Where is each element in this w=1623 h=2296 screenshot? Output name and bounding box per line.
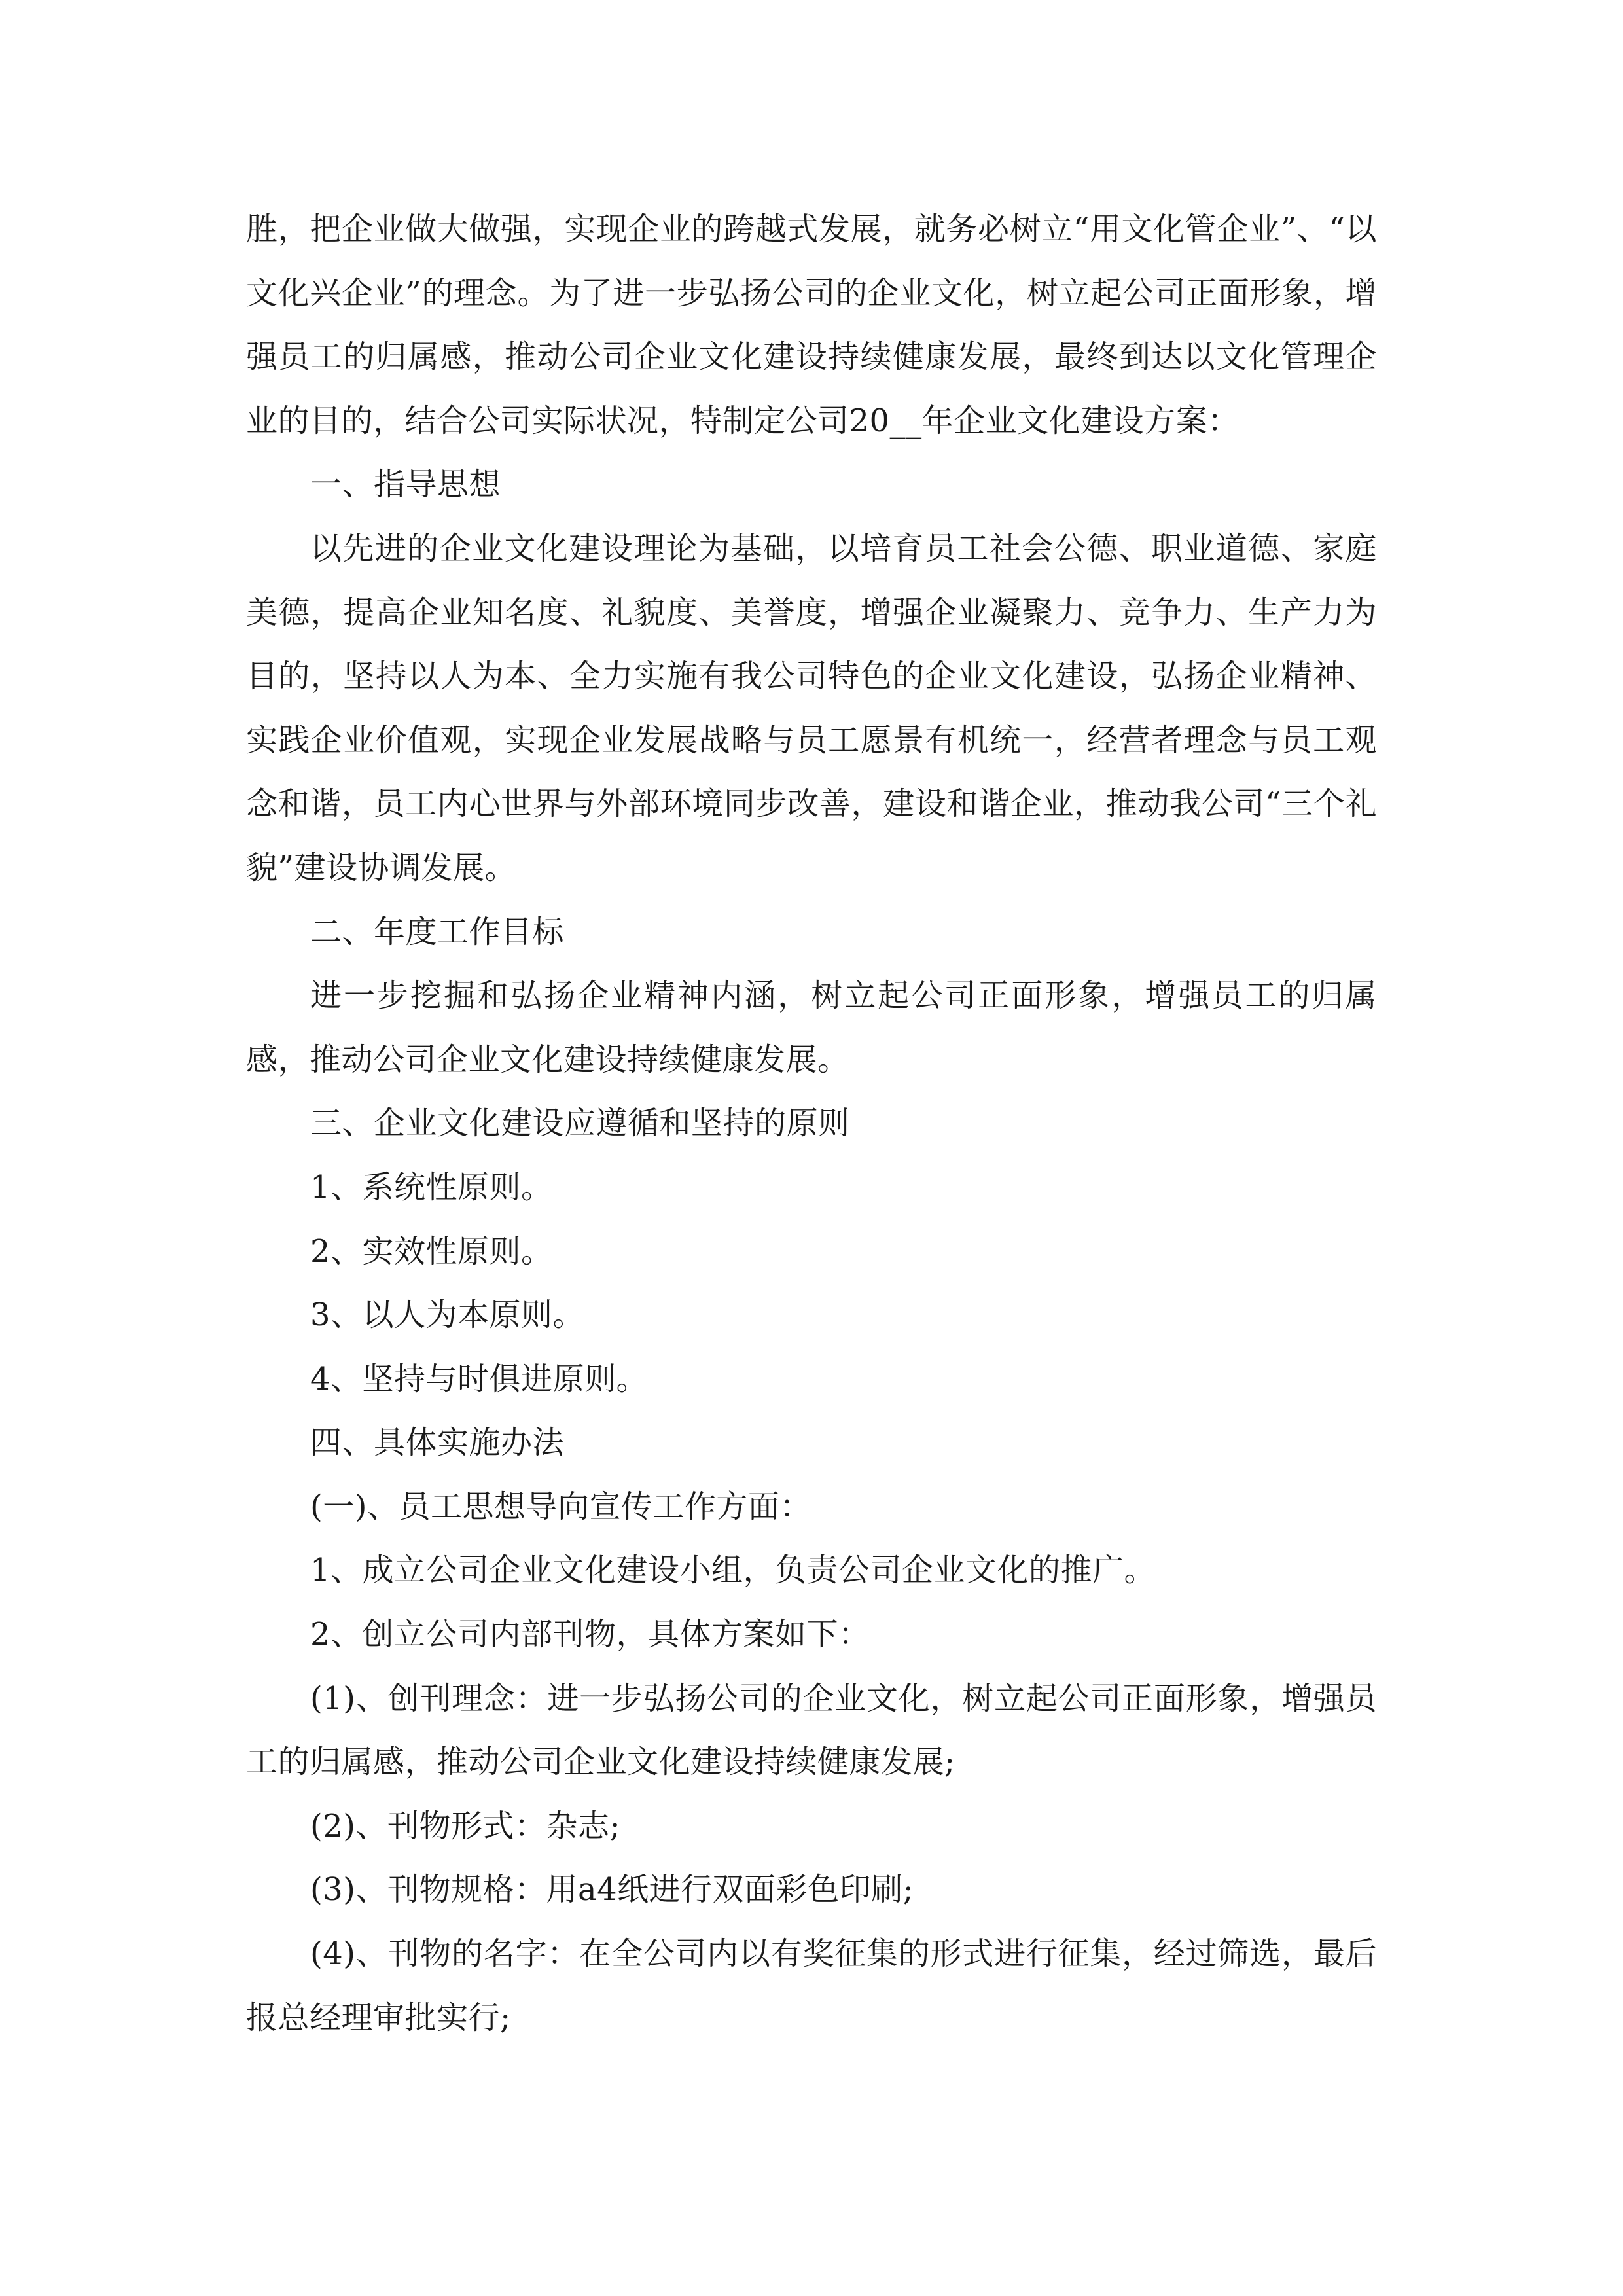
paragraph-annual-goals: 进一步挖掘和弘扬企业精神内涵，树立起公司正面形象，增强员工的归属感，推动公司企业文化建设持续健康发展。 xyxy=(246,977,1377,1078)
list-item-publication-concept: (1)、创刊理念：进一步弘扬公司的企业文化，树立起公司正面形象，增强员工的归属感，推动公司企业文化建设持续健康发展; xyxy=(246,1679,1377,1781)
list-item-publication-form: (2)、刊物形式：杂志; xyxy=(310,1807,621,1844)
heading-implementation: 四、具体实施办法 xyxy=(310,1424,565,1462)
document-body xyxy=(246,198,1377,2050)
heading-annual-goals: 二、年度工作目标 xyxy=(310,913,565,950)
list-item-measure-1: 1、成立公司企业文化建设小组，负责公司企业文化的推广。 xyxy=(310,1552,1156,1589)
list-item-publication-spec: (3)、刊物规格：用a4纸进行双面彩色印刷; xyxy=(310,1871,914,1909)
subheading-publicity-work: (一)、员工思想导向宣传工作方面： xyxy=(310,1488,812,1525)
list-item-principle-4: 4、坚持与时俱进原则。 xyxy=(310,1360,649,1397)
list-item-principle-3: 3、以人为本原则。 xyxy=(310,1297,585,1334)
list-item-principle-1: 1、系统性原则。 xyxy=(310,1168,553,1206)
heading-guiding-ideology: 一、指导思想 xyxy=(310,466,501,503)
list-item-measure-2: 2、创立公司内部刊物，具体方案如下： xyxy=(310,1616,870,1653)
paragraph-guiding-ideology: 以先进的企业文化建设理论为基础，以培育员工社会公德、职业道德、家庭美德，提高企业知名度、礼貌度、美誉度，增强企业凝聚力、竞争力、生产力为目的，坚持以人为本、全力实施有我公司特色的企业文化建设，弘扬企业精神、实践企业价值观，实现企业发展战略与员工愿景有机统一，经营者理念与员工观念和谐，员工内心世界与外部环境同步改善，建设和谐企业，推动我公司“三个礼貌”建设协调发展。 xyxy=(246,529,1377,886)
list-item-principle-2: 2、实效性原则。 xyxy=(310,1232,553,1270)
list-item-publication-name: (4)、刊物的名字：在全公司内以有奖征集的形式进行征集，经过筛选，最后报总经理审批实行; xyxy=(246,1935,1377,2036)
heading-principles: 三、企业文化建设应遵循和坚持的原则 xyxy=(310,1105,850,1142)
paragraph-intro-continuation: 胜，把企业做大做强，实现企业的跨越式发展，就务必树立“用文化管企业”、“以文化兴企业”的理念。为了进一步弘扬公司的企业文化，树立起公司正面形象，增强员工的归属感，推动公司企业文化建设持续健康发展，最终到达以文化管理企业的目的，结合公司实际状况，特制定公司20__年企业文化建设方案： xyxy=(246,211,1377,439)
